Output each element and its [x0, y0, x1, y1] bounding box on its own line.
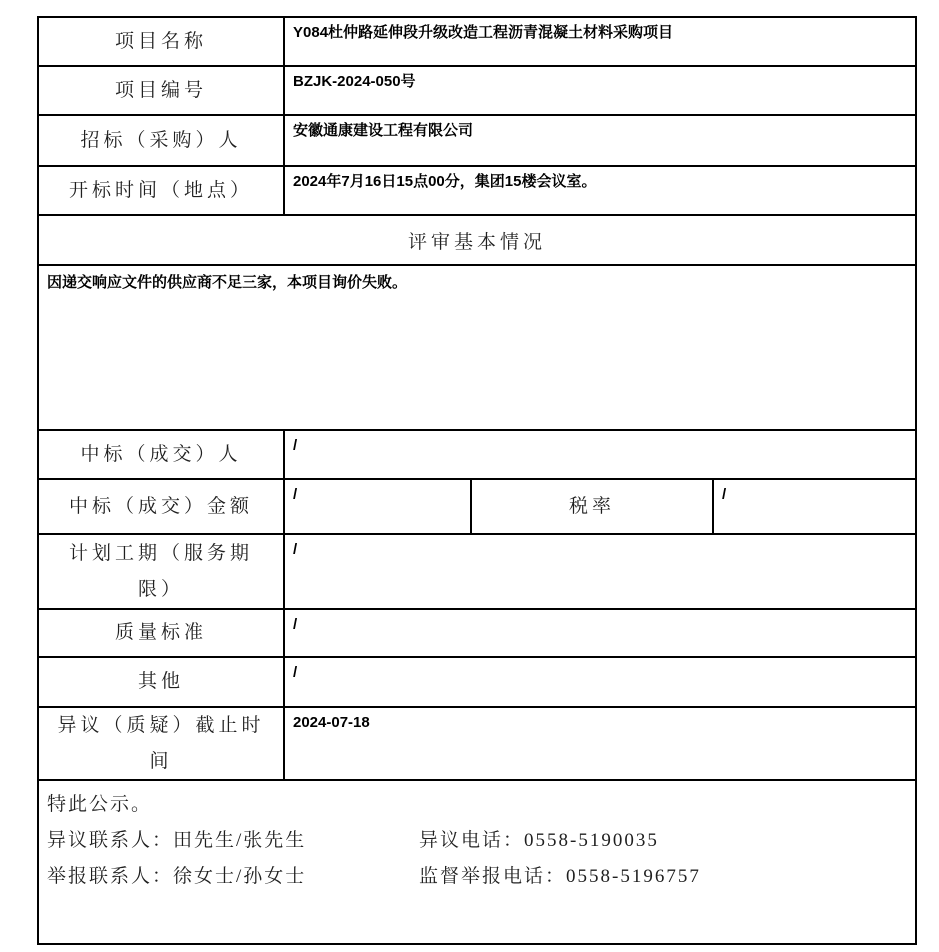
winner-label: 中标（成交）人: [38, 430, 284, 479]
review-result-text: 因递交响应文件的供应商不足三家，本项目询价失败。: [38, 265, 916, 430]
project-name-label: 项目名称: [38, 17, 284, 66]
report-contact-line: [47, 859, 907, 895]
other-label: 其他: [38, 657, 284, 707]
quality-label: 质量标准: [38, 609, 284, 657]
objection-contact-line: [47, 823, 907, 859]
objection-contact: 异议联系人：田先生/张先生: [47, 830, 307, 851]
winner-value: /: [284, 430, 916, 479]
table-row: [38, 707, 916, 780]
tax-rate-label: 税率: [471, 479, 713, 534]
schedule-value: /: [284, 534, 916, 609]
table-row: [38, 657, 916, 707]
purchaser-label: 招标（采购）人: [38, 115, 284, 166]
table-row: [38, 534, 916, 609]
schedule-label: 计划工期（服务期限）: [38, 534, 284, 609]
footer-notice: 特此公示。: [47, 794, 153, 815]
table-row: [38, 780, 916, 944]
amount-label: 中标（成交）金额: [38, 479, 284, 534]
other-value: /: [284, 657, 916, 707]
objection-deadline-value: 2024-07-18: [284, 707, 916, 780]
announcement-table: [37, 16, 917, 945]
table-row: [38, 166, 916, 215]
table-row: [38, 17, 916, 66]
quality-value: /: [284, 609, 916, 657]
objection-phone: 异议电话：0558-5190035: [419, 830, 659, 851]
table-row: [38, 609, 916, 657]
table-row: [38, 430, 916, 479]
purchaser-value: 安徽通康建设工程有限公司: [284, 115, 916, 166]
bid-opening-value: 2024年7月16日15点00分，集团15楼会议室。: [284, 166, 916, 215]
report-contact: 举报联系人：徐女士/孙女士: [47, 866, 307, 887]
table-row: [38, 215, 916, 265]
table-row: [38, 265, 916, 430]
table-row: [38, 479, 916, 534]
project-name-value: Y084杜仲路延伸段升级改造工程沥青混凝土材料采购项目: [284, 17, 916, 66]
tax-rate-value: /: [713, 479, 916, 534]
amount-value: /: [284, 479, 471, 534]
footer-section: [38, 780, 916, 944]
table-row: [38, 115, 916, 166]
bid-opening-label: 开标时间（地点）: [38, 166, 284, 215]
project-number-label: 项目编号: [38, 66, 284, 115]
report-phone: 监督举报电话：0558-5196757: [419, 866, 701, 887]
review-section-header: 评审基本情况: [38, 215, 916, 265]
objection-deadline-label: 异议（质疑）截止时间: [38, 707, 284, 780]
table-row: [38, 66, 916, 115]
project-number-value: BZJK-2024-050号: [284, 66, 916, 115]
